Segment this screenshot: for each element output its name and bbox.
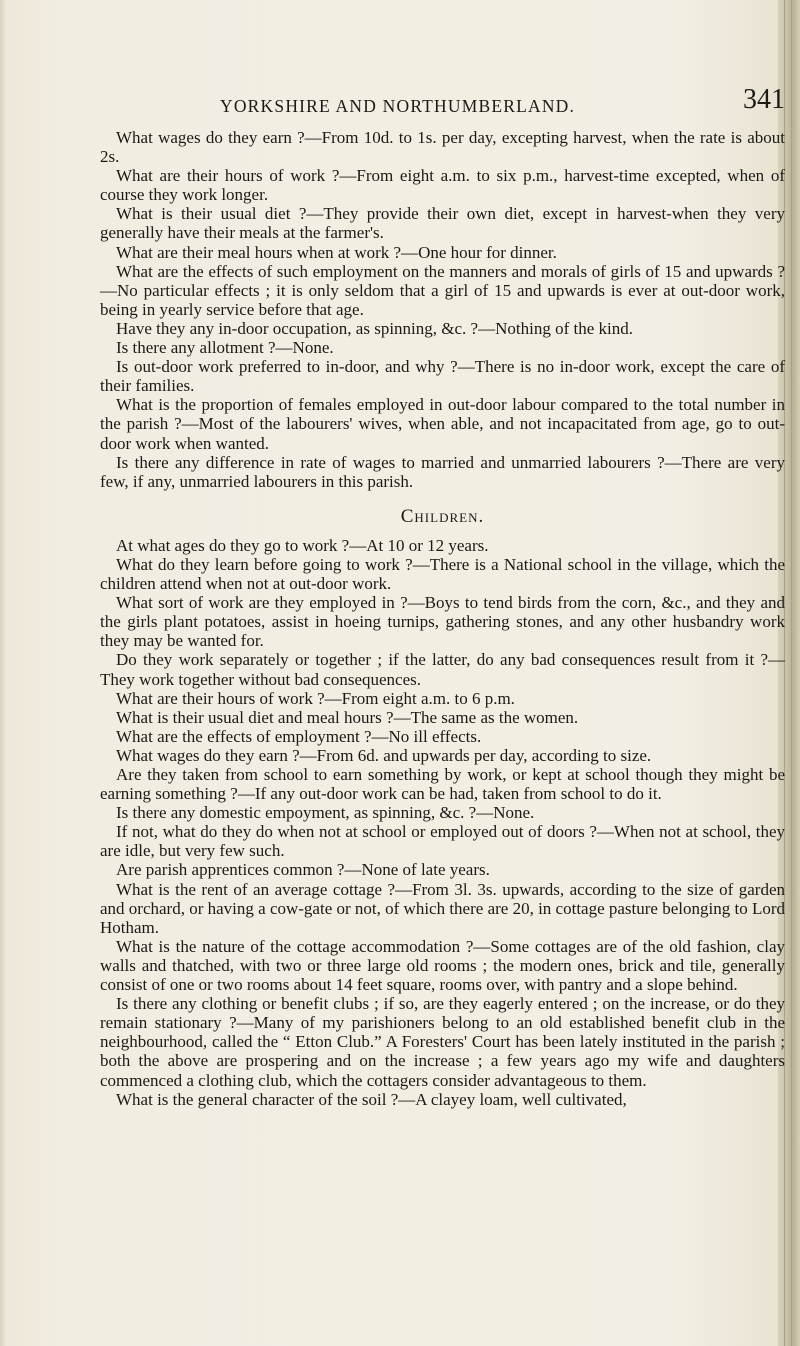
page-number: 341: [743, 84, 785, 115]
paragraph: What is their usual diet and meal hours ?—The same as the women.: [116, 707, 579, 727]
spine-line: [791, 0, 792, 1346]
paragraph: What is the general character of the soil ?—A clayey loam, well cultivated,: [116, 1089, 627, 1109]
body-text: [100, 128, 785, 1109]
paragraph: What sort of work are they employed in ?—Boys to tend birds from the corn, &c., and they and the girls plant potatoes, assist in hoeing turnips, gathering stones, and any other husbandry work they may be wanted for.: [100, 593, 785, 651]
paragraph: Is there any clothing or benefit clubs ; if so, are they eagerly entered ; on the increase, or do they remain stationary ?—Many of my parishioners belong to an old established benefit club in the neighbourhood, called the “ Etton Club.” A Foresters' Court has been lately instituted in the parish ; both the above are prospering and on the increase ; a few years ago my wife and daughters commenced a clothing club, which the cottagers consider advantageous to them.: [100, 994, 785, 1090]
running-head: YORKSHIRE AND NORTHUMBERLAND.: [220, 96, 576, 116]
paragraph: What wages do they earn ?—From 10d. to 1s. per day, excepting harvest, when the rate is about 2s.: [100, 128, 785, 167]
paragraph: Have they any in-door occupation, as spinning, &c. ?—Nothing of the kind.: [116, 318, 633, 338]
paragraph: Is out-door work preferred to in-door, and why ?—There is no in-door work, except the care of their families.: [100, 357, 785, 396]
paragraph: What do they learn before going to work ?—There is a National school in the village, which the children attend when not at out-door work.: [100, 554, 785, 594]
paragraph: What is their usual diet ?—They provide their own diet, except in harvest-when they very generally have their meals at the farmer's.: [100, 204, 785, 243]
paragraph: What is the nature of the cottage accommodation ?—Some cottages are of the old fashion, clay walls and thatched, with two or three large old rooms ; the modern ones, brick and tile, generally consist of one or two rooms about 14 feet square, rooms over, with pantry and a slope behind.: [100, 936, 785, 995]
paragraph: What is the rent of an average cottage ?—From 3l. 3s. upwards, according to the size of garden and orchard, or having a cow-gate or not, of which there are 20, in cottage pasture belonging to Lord Hotham.: [100, 879, 785, 937]
section-heading: Children.: [400, 505, 485, 527]
paragraph: Is there any difference in rate of wages to married and unmarried labourers ?—There are very few, if any, unmarried labourers in this parish.: [100, 452, 785, 491]
paragraph: What wages do they earn ?—From 6d. and upwards per day, according to size.: [116, 745, 652, 765]
page-header: [100, 84, 785, 124]
paragraph: Are parish apprentices common ?—None of late years.: [116, 860, 490, 880]
paragraph: What are the effects of such employment on the manners and morals of girls of 15 and upwards ?—No particular effects ; it is only seldom that a girl of 15 and upwards is ever at out-door work, being in yearly service before that age.: [100, 261, 785, 319]
paragraph: What are their hours of work ?—From eight a.m. to six p.m., harvest-time excepted, when of course they work longer.: [100, 166, 785, 205]
paragraph: What is the proportion of females employed in out-door labour compared to the total number in the parish ?—Most of the labourers' wives, when able, and not incapacitated from age, go to out-door work when wanted.: [100, 395, 785, 453]
paragraph: Are they taken from school to earn something by work, or kept at school though they might be earning something ?—If any out-door work can be had, taken from school to do it.: [100, 765, 785, 804]
paragraph: If not, what do they do when not at school or employed out of doors ?—When not at school, they are idle, but very few such.: [100, 822, 785, 861]
paragraph: What are their hours of work ?—From eight a.m. to 6 p.m.: [116, 688, 515, 708]
paragraph: Is there any allotment ?—None.: [116, 338, 334, 358]
paragraph: At what ages do they go to work ?—At 10 or 12 years.: [116, 535, 489, 555]
paragraph: Do they work separately or together ; if the latter, do any bad consequences result from it ?—They work together without bad consequences.: [100, 650, 785, 689]
paragraph: What are their meal hours when at work ?—One hour for dinner.: [116, 242, 557, 262]
paragraph: What are the effects of employment ?—No ill effects.: [116, 726, 482, 746]
paragraph: Is there any domestic empoyment, as spinning, &c. ?—None.: [116, 803, 535, 823]
page-left-edge: [0, 0, 6, 1346]
